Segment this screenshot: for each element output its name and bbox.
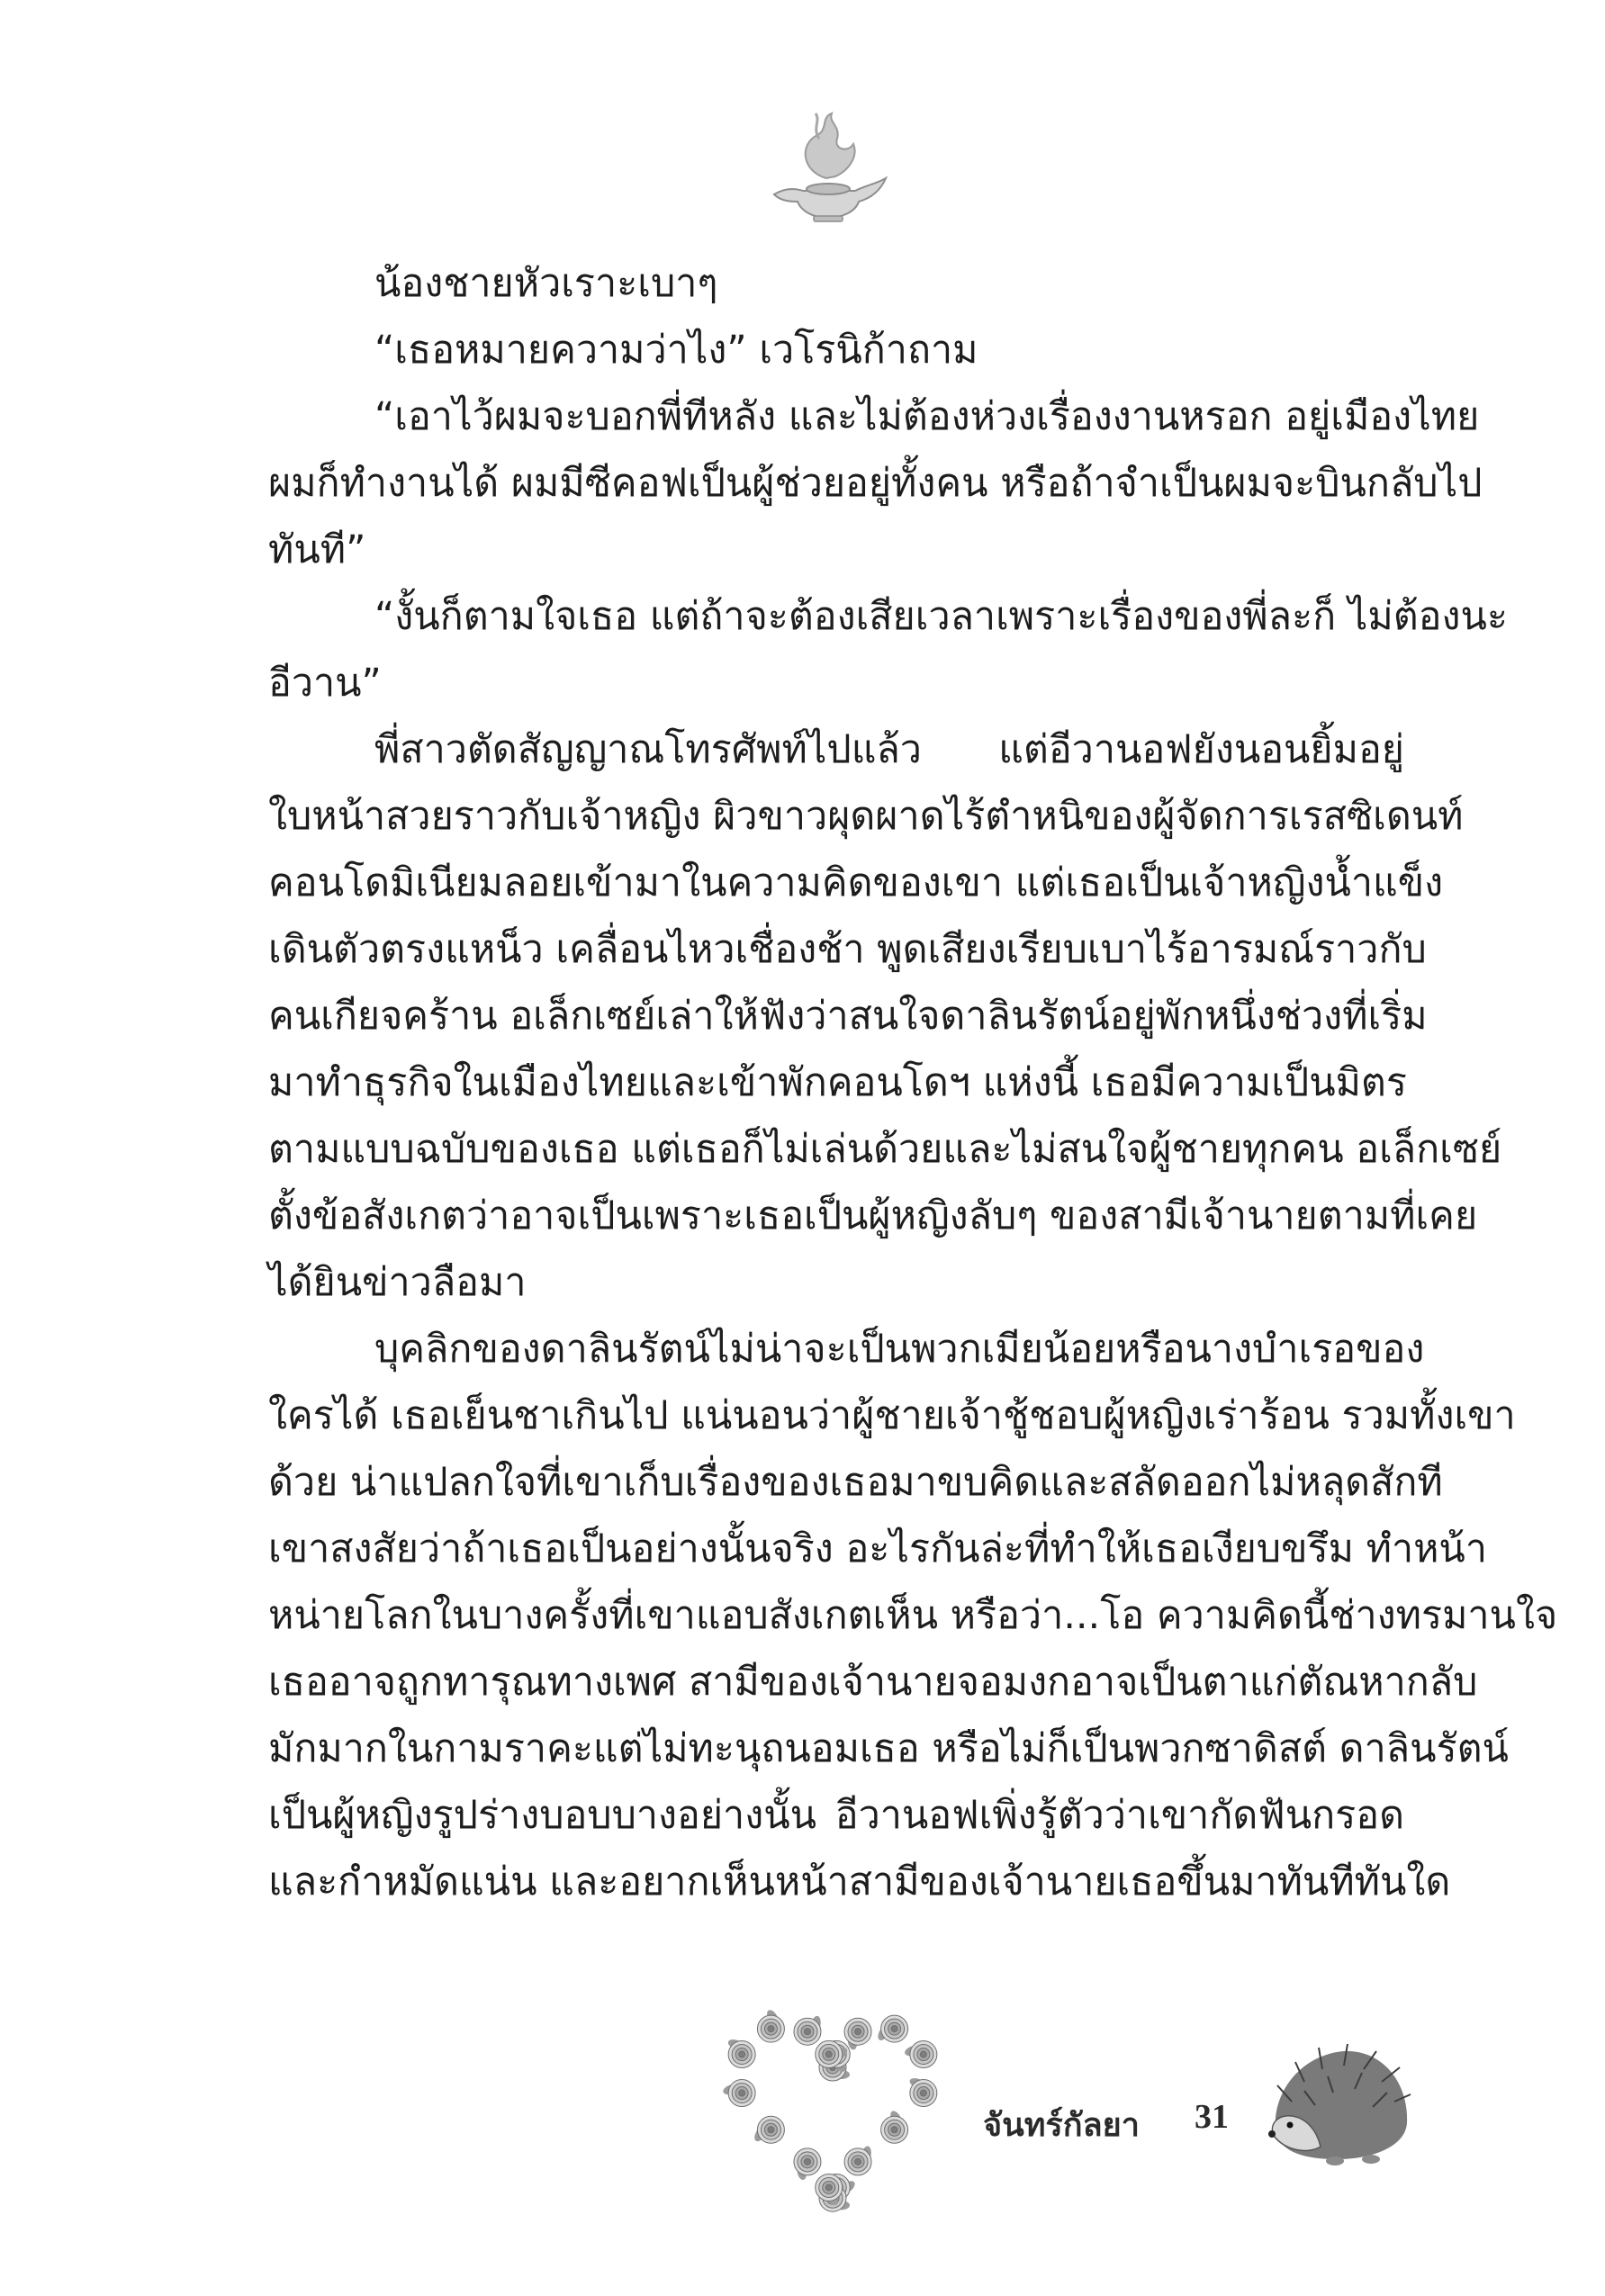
rose-icon [726, 2038, 755, 2068]
rose-icon [904, 2041, 937, 2068]
text-line: ตามแบบฉบับของเธอ แต่เธอก็ไม่เล่นด้วยและไม่สนใจผู้ชายทุกคน อเล็กเซย์ [268, 1127, 1502, 1172]
text-line: ได้ยินข่าวลือมา [268, 1260, 527, 1305]
text-line: พี่สาวตัดสัญญาณโทรศัพท์ไปแล้ว แต่อีวานอฟยังนอนยิ้มอยู่ [374, 727, 1404, 772]
text-line: และกำหมัดแน่น และอยากเห็นหน้าสามีของเจ้านายเธอขึ้นมาทันทีทันใด [268, 1859, 1451, 1904]
book-title: จันทร์กัลยา [983, 2107, 1140, 2144]
text-line: อีวาน” [268, 661, 382, 706]
rose-icon [844, 2018, 871, 2050]
text-line: คนเกียจคร้าน อเล็กเซย์เล่าให้ฟังว่าสนใจดาลินรัตน์อยู่พักหนึ่งช่วงที่เริ่ม [268, 994, 1428, 1039]
text-line: ทันที” [268, 527, 366, 572]
text-line: ด้วย น่าแปลกใจที่เขาเก็บเรื่องของเธอมาขบคิดและสลัดออกไม่หลุดสักที [268, 1460, 1443, 1505]
body-text [268, 250, 1558, 1915]
rose-icon [908, 2076, 937, 2107]
text-line: เดินตัวตรงแหน็ว เคลื่อนไหวเชื่องช้า พูดเสียงเรียบเบาไร้อารมณ์ราวกับ [268, 927, 1427, 972]
rose-icon [794, 2015, 822, 2045]
text-line: มาทำธุรกิจในเมืองไทยและเข้าพักคอนโดฯ แห่งนี้ เธอมีความเป็นมิตร [268, 1060, 1407, 1105]
rose-icon [844, 2146, 872, 2175]
genie-lamp-icon [765, 108, 891, 225]
text-line: “เอาไว้ผมจะบอกพี่ทีหลัง และไม่ต้องห่วงเรื่องงานหรอก อยู่เมืองไทย [374, 394, 1480, 439]
rose-heart-wreath-icon [720, 2003, 945, 2219]
rose-icon [881, 2109, 908, 2143]
text-line: น้องชายหัวเราะเบาๆ [374, 261, 718, 306]
text-line: เธออาจถูกทารุณทางเพศ สามีของเจ้านายจอมงกอาจเป็นตาแก่ตัณหากลับ [268, 1660, 1478, 1705]
text-line: คอนโดมิเนียมลอยเข้ามาในความคิดของเขา แต่เธอเป็นเจ้าหญิงน้ำแข็ง [268, 860, 1444, 905]
rose-icon [876, 2015, 908, 2042]
rose-icon [794, 2148, 821, 2181]
text-line: “งั้นก็ตามใจเธอ แต่ถ้าจะต้องเสียเวลาเพราะเรื่องของพี่ละก็ ไม่ต้องนะ [374, 594, 1508, 639]
rose-icon [757, 2008, 784, 2042]
rose-icon [722, 2080, 755, 2107]
text-line: ใครได้ เธอเย็นชาเกินไป แน่นอนว่าผู้ชายเจ้าชู้ชอบผู้หญิงเร่าร้อน รวมทั้งเขา [268, 1393, 1516, 1438]
text-line: ผมก็ทำงานได้ ผมมีซีคอฟเป็นผู้ช่วยอยู่ทั้งคน หรือถ้าจำเป็นผมจะบินกลับไป [268, 461, 1483, 506]
text-line: หน่ายโลกในบางครั้งที่เขาแอบสังเกตเห็น หรือว่า...โอ ความคิดนี้ช่างทรมานใจ [268, 1593, 1558, 1638]
page-number: 31 [1195, 2098, 1229, 2136]
text-line: เขาสงสัยว่าถ้าเธอเป็นอย่างนั้นจริง อะไรกันล่ะที่ทำให้เธอเงียบขรึม ทำหน้า [268, 1526, 1487, 1571]
text-line: เป็นผู้หญิงรูปร่างบอบบางอย่างนั้น อีวานอฟเพิ่งรู้ตัวว่าเขากัดฟันกรอด [268, 1793, 1404, 1838]
text-line: ใบหน้าสวยราวกับเจ้าหญิง ผิวขาวผุดผาดไร้ตำหนิของผู้จัดการเรสซิเดนท์ [268, 794, 1464, 839]
rose-icon [753, 2116, 785, 2143]
text-line: “เธอหมายความว่าไง” เวโรนิก้าถาม [374, 328, 978, 373]
text-line: บุคลิกของดาลินรัตน์ไม่น่าจะเป็นพวกเมียน้อยหรือนางบำเรอของ [374, 1327, 1425, 1372]
text-line: มักมากในกามราคะแต่ไม่ทะนุถนอมเธอ หรือไม่ก็เป็นพวกซาดิสต์ ดาลินรัตน์ [268, 1726, 1509, 1771]
text-line: ตั้งข้อสังเกตว่าอาจเป็นเพราะเธอเป็นผู้หญิงลับๆ ของสามีเจ้านายตามที่เคย [268, 1193, 1478, 1238]
hedgehog-icon [1265, 2030, 1413, 2174]
